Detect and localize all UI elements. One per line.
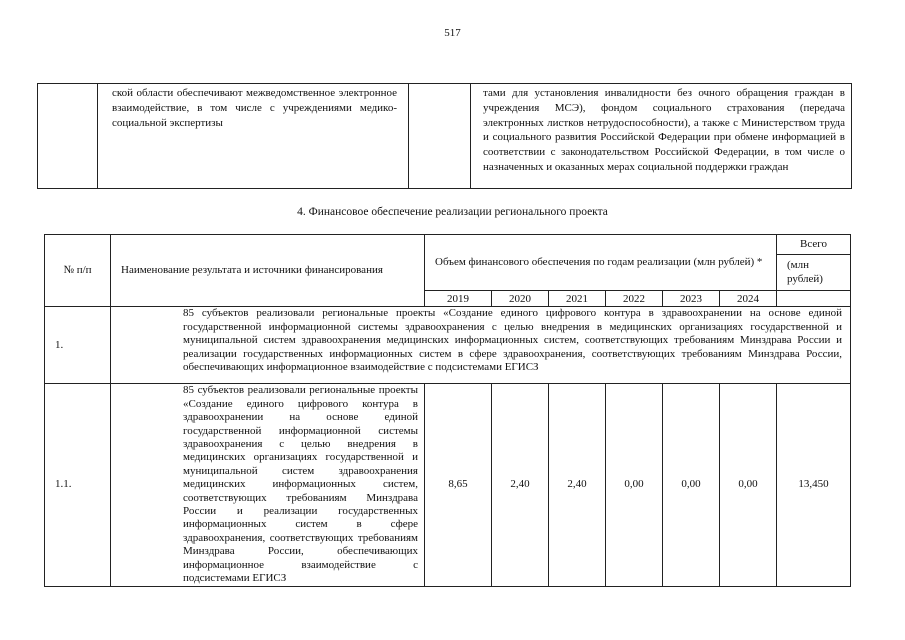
value-cell: 0,00: [720, 384, 777, 586]
value-cell: 8,65: [425, 384, 492, 586]
continuation-cell-description: ской области обеспечивают межведомственное электронное взаимодействие, в том числе с учреждениями медико-социальной экспертизы: [112, 87, 397, 129]
header-total: Всего: [777, 235, 851, 255]
page-number: 517: [444, 27, 461, 39]
row-num: 1.1.: [45, 384, 111, 586]
header-year: 2020: [492, 291, 549, 307]
row-result-text: 85 субъектов реализовали региональные проекты «Создание единого цифрового контура в здравоохранении на основе единой государственной информационной системы здравоохранения с целью внедрения в медицинских организациях государственной и муниципальной систем здравоохранения медицинских информационных систем, соответствующих требованиям Минздрава России и реализации государственных информационных систем в сфере здравоохранения, соответствующих требованиям Минздрава России, обеспечивающих информационное взаимодействие с подсистемами ЕГИСЗ: [111, 384, 425, 586]
row-num: 1.: [45, 307, 111, 384]
table-divider: [470, 84, 471, 188]
header-name: Наименование результата и источники финансирования: [111, 235, 425, 307]
value-cell: 2,40: [549, 384, 606, 586]
header-year: 2024: [720, 291, 777, 307]
total-cell: 13,450: [777, 384, 851, 586]
continuation-table: [37, 83, 852, 189]
value-cell: 0,00: [663, 384, 720, 586]
header-num: № п/п: [45, 235, 111, 307]
value-cell: 0,00: [606, 384, 663, 586]
header-empty-cell: [777, 291, 851, 307]
row-result-text: 85 субъектов реализовали региональные проекты «Создание единого цифрового контура в здравоохранении на основе единой государственной информационной системы здравоохранения с целью внедрения в медицинских организациях государственной и муниципальной систем здравоохранения медицинских информационных систем, соответствующих требованиям Минздрава России и реализации государственных информационных систем в сфере здравоохранения, соответствующих требованиям Минздрава России, обеспечивающих информационное взаимодействие с подсистемами ЕГИСЗ: [111, 307, 851, 384]
header-total-unit: (млн рублей): [777, 255, 851, 291]
value-cell: 2,40: [492, 384, 549, 586]
header-volume: Объем финансового обеспечения по годам реализации (млн рублей) *: [425, 235, 777, 291]
financing-table: [44, 234, 851, 587]
header-year: 2023: [663, 291, 720, 307]
header-year: 2021: [549, 291, 606, 307]
header-year: 2019: [425, 291, 492, 307]
table-divider: [408, 84, 409, 188]
table-divider: [97, 84, 98, 188]
header-year: 2022: [606, 291, 663, 307]
section-title: 4. Финансовое обеспечение реализации регионального проекта: [297, 206, 608, 218]
continuation-cell-interaction: тами для установления инвалидности без очного обращения граждан в учреждения МСЭ), фондом социального страхования (передача электронных листков нетрудоспособности), а также с Министерством труда и социального развития Российской Федерации при обмене информацией в соответствии с законодательством Российской Федерации, в том числе о назначенных и оказанных мерах социальной поддержки граждан: [483, 87, 845, 173]
